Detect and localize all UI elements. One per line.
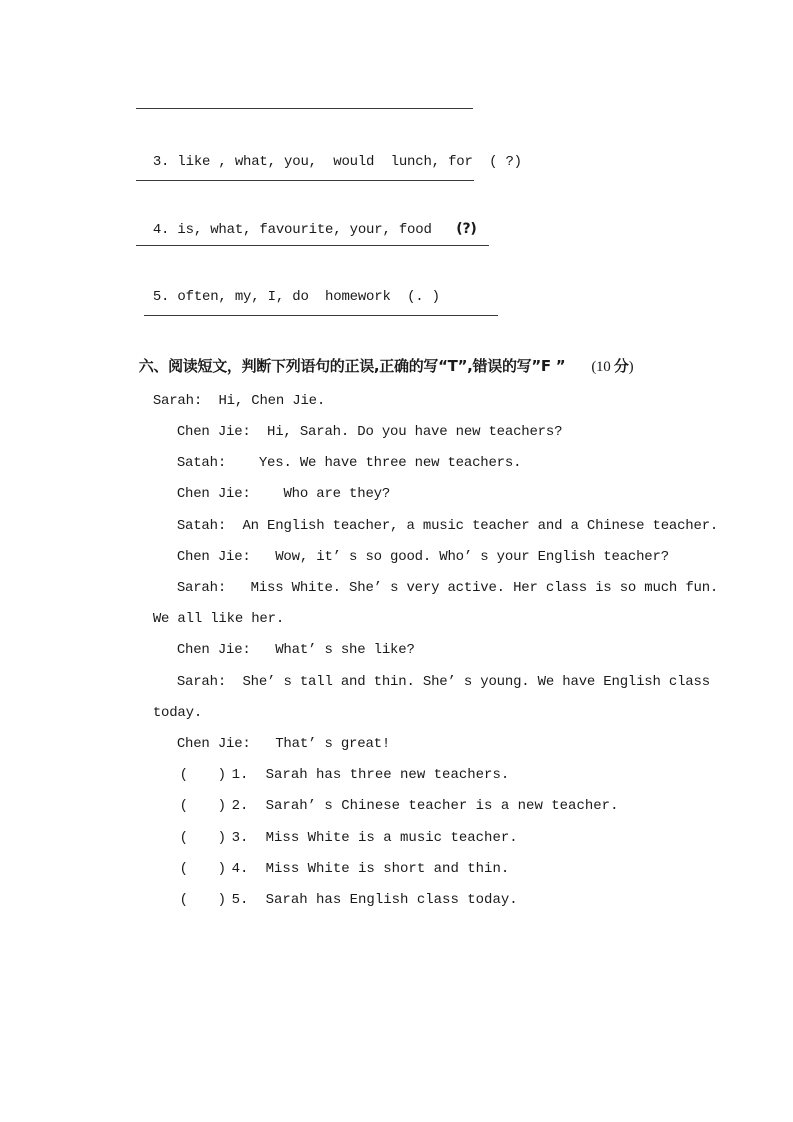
speaker: Satah: (176, 455, 227, 471)
utterance: She’ s tall and thin. She’ s young. We have English class (242, 674, 710, 690)
tf-question-number: 4. (231, 861, 249, 877)
answer-box-close: ) (217, 830, 227, 846)
utterance: Who are they? (283, 486, 391, 502)
answer-box-close: ) (217, 767, 227, 783)
answer-box-close: ) (217, 798, 227, 814)
speaker: Sarah: (176, 674, 227, 690)
question-number: 3. (152, 154, 170, 170)
tf-question-text: Sarah has English class today. (265, 892, 518, 908)
answer-box-open[interactable]: ( (179, 830, 189, 846)
speaker: Chen Jie: (176, 549, 251, 565)
question-words: often, my, I, do homework (177, 289, 391, 305)
tf-question-text: Sarah has three new teachers. (265, 767, 510, 783)
answer-box-open[interactable]: ( (179, 767, 189, 783)
utterance-continuation: We all like her. (152, 611, 285, 627)
answer-blank-2[interactable] (136, 108, 473, 109)
tf-question-text: Miss White is a music teacher. (265, 830, 518, 846)
question-punctuation: ( ?) (489, 154, 522, 170)
section-6-title: 六、阅读短文，判断下列语句的正误,正确的写“T”,错误的写”F ” (138, 357, 566, 375)
speaker: Chen Jie: (176, 486, 251, 502)
utterance-continuation: today. (152, 705, 203, 721)
speaker: Chen Jie: (176, 424, 251, 440)
answer-box-close: ) (217, 861, 227, 877)
utterance: Yes. We have three new teachers. (258, 455, 522, 471)
tf-question-5 (146, 873, 518, 927)
answer-box-open[interactable]: ( (179, 798, 189, 814)
tf-question-text: Sarah’ s Chinese teacher is a new teacher. (265, 798, 619, 814)
answer-blank-4[interactable] (136, 245, 489, 246)
utterance: Wow, it’ s so good. Who’ s your English teacher? (275, 549, 669, 565)
question-punctuation: (. ) (407, 289, 440, 305)
tf-question-text: Miss White is short and thin. (265, 861, 510, 877)
question-4 (120, 202, 477, 257)
question-punctuation: (?) (456, 221, 477, 237)
question-number: 5. (152, 289, 170, 305)
answer-box-open[interactable]: ( (179, 892, 189, 908)
tf-question-number: 2. (231, 798, 249, 814)
utterance: That’ s great! (275, 736, 391, 752)
question-words: is, what, favourite, your, food (177, 222, 432, 238)
speaker: Chen Jie: (176, 736, 251, 752)
dialogue-line-9 (144, 655, 710, 709)
section-6-score: (10 分) (591, 357, 634, 375)
tf-question-number: 5. (231, 892, 249, 908)
tf-question-number: 1. (231, 767, 249, 783)
answer-blank-3[interactable] (136, 180, 474, 181)
answer-box-close: ) (217, 892, 227, 908)
answer-blank-5[interactable] (144, 315, 498, 316)
answer-box-open[interactable]: ( (179, 861, 189, 877)
speaker: Sarah: (152, 393, 203, 409)
utterance: What’ s she like? (275, 642, 415, 658)
tf-question-number: 3. (231, 830, 249, 846)
speaker: Chen Jie: (176, 642, 251, 658)
question-number: 4. (152, 222, 170, 238)
utterance: Hi, Chen Jie. (218, 393, 326, 409)
question-words: like , what, you, would lunch, for (177, 154, 473, 170)
speaker: Sarah: (176, 580, 227, 596)
utterance: An English teacher, a music teacher and a Chinese teacher. (242, 518, 719, 534)
utterance: Miss White. She’ s very active. Her class is so much fun. (250, 580, 719, 596)
utterance: Hi, Sarah. Do you have new teachers? (267, 424, 563, 440)
speaker: Satah: (176, 518, 227, 534)
